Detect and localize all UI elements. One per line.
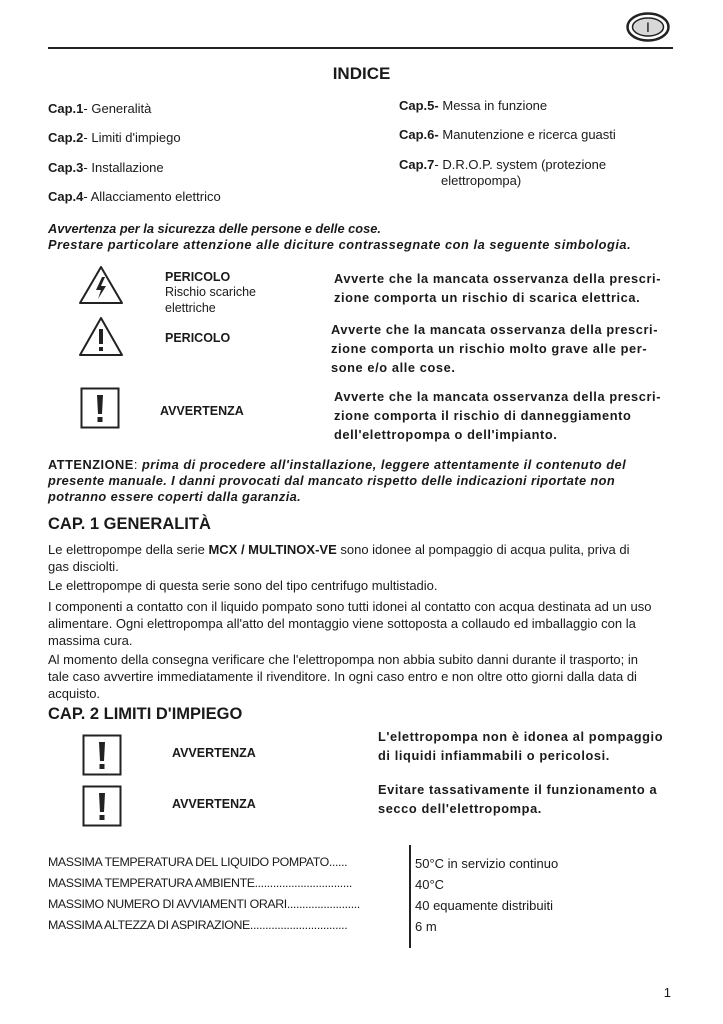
cap1-paragraph-4: Al momento della consegna verificare che l'elettropompa non abbia subito danni durante il trasporto; in tale caso avvertire immediatamente il rivenditore. In ogni caso entro e non oltre otto giorni dalla data di acquisto. <box>48 652 639 701</box>
toc-item-cap4[interactable]: Cap.4- Allacciamento elettrico <box>48 189 221 204</box>
toc-item-cap5[interactable]: Cap.5- Messa in funzione <box>399 98 548 113</box>
specs-labels <box>48 852 408 936</box>
cap2-warning-desc-2: Evitare tassativamente il funzionamento a secco dell'elettropompa. <box>378 782 658 816</box>
symbol-label-danger-electric: PERICOLO <box>165 270 231 284</box>
cap2-warning-desc-1: L'elettropompa non è idonea al pompaggio di liquidi infiammabili o pericolosi. <box>378 729 664 763</box>
symbol-desc-warning: Avverte che la mancata osservanza della prescri- zione comporta il rischio di danneggiamento dell'elettropompa o dell'impianto. <box>334 389 662 442</box>
spec-label: MASSIMA ALTEZZA DI ASPIRAZIONE................................ <box>48 918 348 932</box>
index-title: INDICE <box>332 64 391 83</box>
cap2-warning-label-2: AVVERTENZA <box>172 797 256 811</box>
spec-value: 6 m <box>415 919 437 934</box>
toc-item-cap7[interactable]: Cap.7- D.R.O.P. system (protezione elettropompa) <box>399 157 607 188</box>
header-rule <box>48 47 673 49</box>
symbol-label-warning: AVVERTENZA <box>160 404 244 418</box>
spec-value: 50°C in servizio continuo <box>415 856 559 871</box>
toc-item-cap1[interactable]: Cap.1- Generalità <box>48 101 152 116</box>
language-badge <box>626 12 670 42</box>
spec-value: 40 equamente distribuiti <box>415 898 554 913</box>
spec-label: MASSIMA TEMPERATURA DEL LIQUIDO POMPATO...... <box>48 855 348 869</box>
toc-item-cap2[interactable]: Cap.2- Limiti d'impiego <box>48 130 181 145</box>
cap2-warning-label-1: AVVERTENZA <box>172 746 256 760</box>
cap1-paragraph-1: Le elettropompe della serie MCX / MULTINOX-VE sono idonee al pompaggio di acqua pulita, priva di gas disciolti. <box>48 542 630 574</box>
symbol-desc-general: Avverte che la mancata osservanza della prescri- zione comporta un rischio molto grave alle per- sone e/o alle cose. <box>331 322 659 375</box>
specs-divider <box>409 845 411 948</box>
toc-item-cap6[interactable]: Cap.6- Manutenzione e ricerca guasti <box>399 127 616 142</box>
toc-item-cap3[interactable]: Cap.3- Installazione <box>48 160 164 175</box>
warning-box-icon <box>82 734 122 776</box>
warning-box-icon <box>82 785 122 827</box>
svg-text:I: I <box>646 19 650 35</box>
symbol-desc-electric: Avverte che la mancata osservanza della prescri- zione comporta un rischio di scarica elettrica. <box>334 271 662 305</box>
general-hazard-icon <box>78 316 124 358</box>
cap1-paragraph-3: I componenti a contatto con il liquido pompato sono tutti idonei al contatto con acqua destinata ad un uso alimentare. Ogni elettropompa all'atto del montaggio viene sottoposta a collaudo ed imballaggio con la massima cura. <box>48 599 652 648</box>
cap2-heading: CAP. 2 LIMITI D'IMPIEGO <box>48 705 243 723</box>
safety-intro-line2: Prestare particolare attenzione alle diciture contrassegnate con la seguente simbologia. <box>48 237 632 252</box>
spec-label: MASSIMA TEMPERATURA AMBIENTE................................ <box>48 876 352 890</box>
cap1-heading: CAP. 1 GENERALITÀ <box>48 515 211 533</box>
warning-box-icon <box>80 387 120 429</box>
symbol-label-danger-general: PERICOLO <box>165 331 231 345</box>
attention-note: ATTENZIONE: prima di procedere all'installazione, leggere attentamente il contenuto del presente manuale. I danni provocati dal mancato rispetto delle indicazioni riportate non potranno essere coperti dalla garanzia. <box>48 457 627 504</box>
safety-intro-line1: Avvertenza per la sicurezza delle persone e delle cose. <box>48 221 381 236</box>
page-number: 1 <box>663 985 671 1000</box>
symbol-sub-line1: Rischio scariche <box>165 285 257 299</box>
spec-value: 40°C <box>415 877 445 892</box>
specs-values <box>415 853 558 937</box>
spec-label: MASSIMO NUMERO DI AVVIAMENTI ORARI........................ <box>48 897 360 911</box>
cap1-paragraph-2: Le elettropompe di questa serie sono del tipo centrifugo multistadio. <box>48 578 438 593</box>
electric-hazard-icon <box>78 265 124 305</box>
symbol-sub-line2: elettriche <box>165 301 216 315</box>
